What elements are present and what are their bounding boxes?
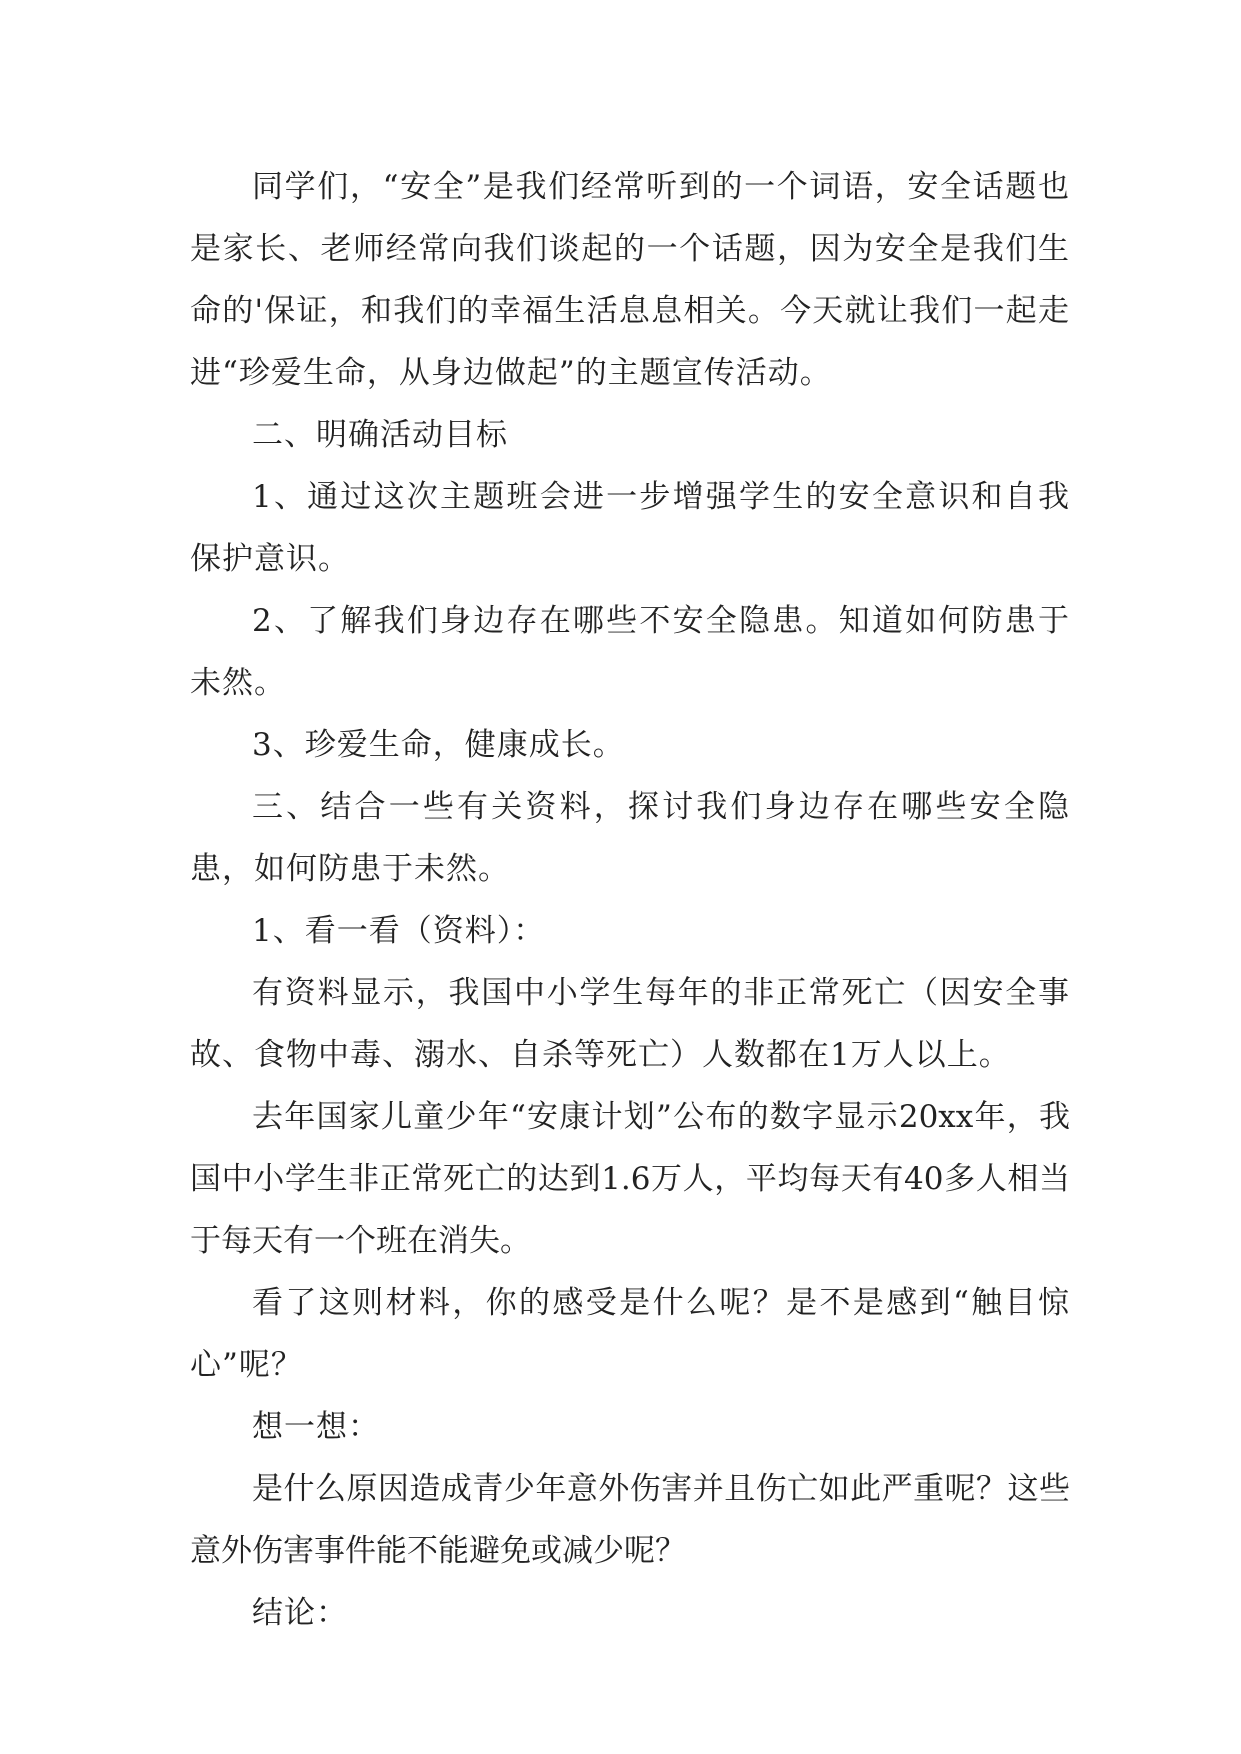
goal-item-2: 2、了解我们身边存在哪些不安全隐患。知道如何防患于未然。: [190, 603, 1070, 701]
paragraph-reflection: 看了这则材料，你的感受是什么呢？是不是感到“触目惊心”呢？: [190, 1285, 1070, 1383]
document-body: [190, 156, 1070, 1644]
section-heading-goals: 二、明确活动目标: [252, 417, 508, 453]
goal-item-1: 1、通过这次主题班会进一步增强学生的安全意识和自我保护意识。: [190, 479, 1070, 577]
goal-item-3: 3、珍爱生命，健康成长。: [252, 727, 625, 763]
paragraph-national-data: 去年国家儿童少年“安康计划”公布的数字显示20xx年，我国中小学生非正常死亡的达到1.6万人，平均每天有40多人相当于每天有一个班在消失。: [190, 1099, 1070, 1259]
paragraph-question: 是什么原因造成青少年意外伤害并且伤亡如此严重呢？这些意外伤害事件能不能避免或减少呢？: [190, 1471, 1070, 1569]
subheading-conclusion: 结论：: [252, 1595, 348, 1631]
subheading-look: 1、看一看（资料）：: [252, 913, 546, 949]
subheading-think: 想一想：: [252, 1409, 380, 1445]
paragraph-statistics: 有资料显示，我国中小学生每年的非正常死亡（因安全事故、食物中毒、溺水、自杀等死亡）人数都在1万人以上。: [190, 975, 1070, 1073]
section-heading-materials: 三、结合一些有关资料，探讨我们身边存在哪些安全隐患，如何防患于未然。: [190, 789, 1070, 887]
paragraph-intro: 同学们，“安全”是我们经常听到的一个词语，安全话题也是家长、老师经常向我们谈起的一个话题，因为安全是我们生命的'保证，和我们的幸福生活息息相关。今天就让我们一起走进“珍爱生命，从身边做起”的主题宣传活动。: [190, 169, 1070, 391]
